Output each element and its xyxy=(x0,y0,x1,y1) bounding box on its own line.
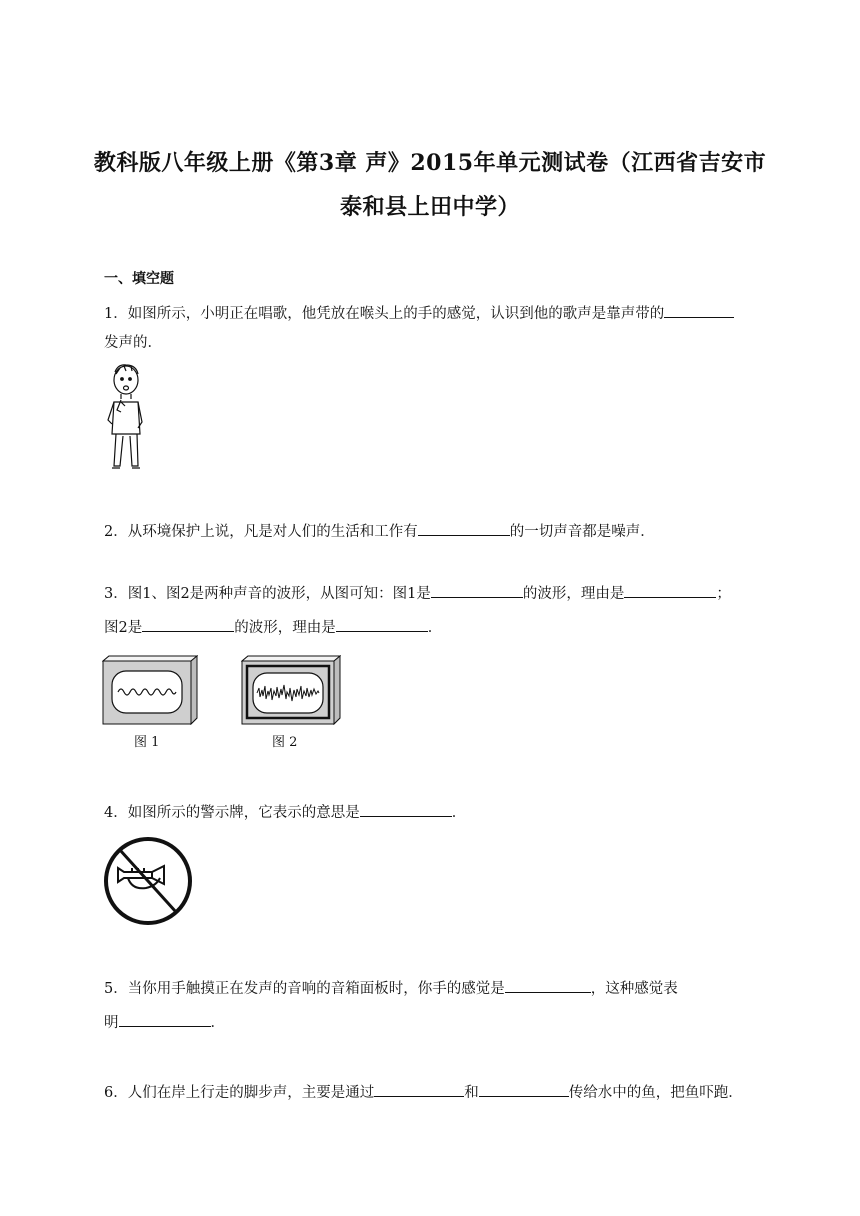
question-text: ． xyxy=(451,805,467,821)
question-3-cont xyxy=(104,617,442,638)
question-5 xyxy=(104,978,678,999)
question-3 xyxy=(104,583,731,604)
answer-blank[interactable] xyxy=(119,1012,211,1027)
answer-blank[interactable] xyxy=(479,1082,569,1097)
no-honking-sign xyxy=(102,834,194,928)
page-title-line2: 泰和县上田中学） xyxy=(339,194,520,220)
question-text: ． xyxy=(210,1015,225,1031)
question-number: 4． xyxy=(104,805,128,821)
question-1 xyxy=(104,303,734,324)
question-6 xyxy=(104,1082,743,1103)
question-number: 3． xyxy=(104,586,128,602)
answer-blank[interactable] xyxy=(505,978,591,993)
page-title-line1: 教科版八年级上册《第3章 声》2015年单元测试卷（江西省吉安市 xyxy=(93,150,767,176)
question-text: 传给水中的鱼，把鱼吓跑． xyxy=(568,1085,743,1101)
answer-blank[interactable] xyxy=(664,303,734,318)
question-text: 的一切声音都是噪声． xyxy=(509,524,655,540)
answer-blank[interactable] xyxy=(431,583,523,598)
question-text: 图2是 xyxy=(104,620,143,636)
waveform-figure-1 xyxy=(102,655,198,725)
question-text: 的波形，理由是 xyxy=(234,620,336,636)
singing-boy-figure xyxy=(104,362,148,474)
question-text: 人们在岸上行走的脚步声，主要是通过 xyxy=(127,1085,375,1101)
question-4 xyxy=(104,802,466,823)
question-text: ； xyxy=(716,586,731,602)
question-text: 从环境保护上说，凡是对人们的生活和工作有 xyxy=(127,524,418,540)
question-text: 和 xyxy=(464,1085,479,1101)
answer-blank[interactable] xyxy=(336,617,428,632)
question-text: ，这种感觉表 xyxy=(590,981,678,997)
question-2 xyxy=(104,521,655,542)
answer-blank[interactable] xyxy=(418,521,510,536)
answer-blank[interactable] xyxy=(360,802,452,817)
question-text: 的波形，理由是 xyxy=(522,586,625,602)
figure-caption-2: 图 2 xyxy=(272,735,298,750)
question-text: 图1、图2是两种声音的波形，从图可知：图1是 xyxy=(127,586,431,602)
answer-blank[interactable] xyxy=(374,1082,464,1097)
question-number: 1． xyxy=(104,306,128,322)
section-heading: 一、填空题 xyxy=(104,271,174,287)
waveform-figure-2 xyxy=(241,655,341,725)
question-5-cont xyxy=(104,1012,225,1033)
answer-blank[interactable] xyxy=(142,617,234,632)
question-text: 明 xyxy=(104,1015,119,1031)
answer-blank[interactable] xyxy=(624,583,716,598)
figure-caption-1: 图 1 xyxy=(134,735,160,750)
question-text: ． xyxy=(427,620,443,636)
question-text: 当你用手触摸正在发声的音响的音箱面板时，你手的感觉是 xyxy=(127,981,505,997)
question-number: 2． xyxy=(104,524,128,540)
question-text: 如图所示，小明正在唱歌，他凭放在喉头上的手的感觉，认识到他的歌声是靠声带的 xyxy=(127,306,665,322)
question-1-cont: 发声的． xyxy=(104,335,162,351)
question-number: 5． xyxy=(104,981,128,997)
question-text: 如图所示的警示牌，它表示的意思是 xyxy=(127,805,360,821)
question-number: 6． xyxy=(104,1085,128,1101)
